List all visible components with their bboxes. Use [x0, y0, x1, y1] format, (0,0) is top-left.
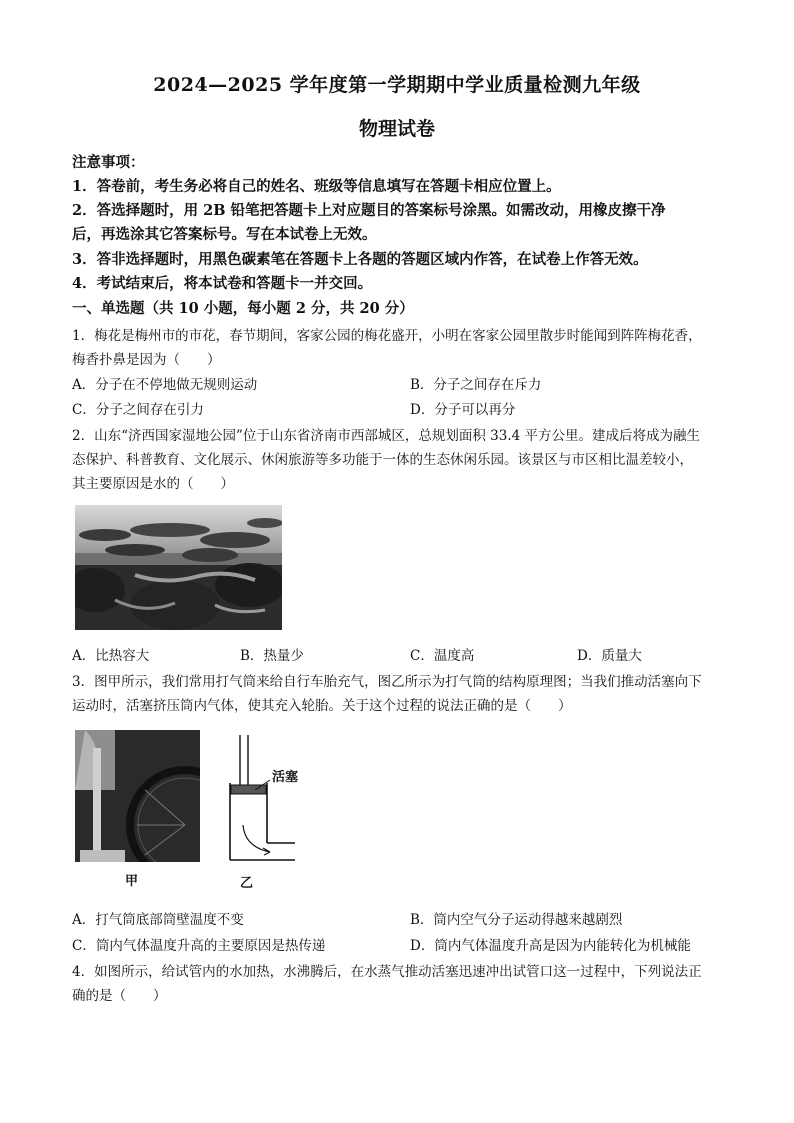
bicycle-pump-photo — [75, 730, 200, 862]
notice-item-4: 4．考试结束后，将本试卷和答题卡一并交回。 — [72, 275, 373, 292]
q3-option-c: C．筒内气体温度升高的主要原因是热传递 — [72, 938, 326, 954]
q3-option-a: A．打气筒底部筒壁温度不变 — [72, 912, 244, 928]
q3-option-b: B．筒内空气分子运动得越来越剧烈 — [410, 912, 623, 928]
q2-stem-line1: 2．山东“济西国家湿地公园”位于山东省济南市西部城区，总规划面积 33.4 平方公里。建成后将成为融生 — [72, 428, 701, 444]
q4-stem-line1: 4．如图所示，给试管内的水加热，水沸腾后，在水蒸气推动活塞迅速冲出试管口这一过程中，下列说法正 — [72, 964, 702, 980]
q3-stem-line1: 3．图甲所示，我们常用打气筒来给自行车胎充气，图乙所示为打气筒的结构原理图；当我们推动活塞向下 — [72, 674, 702, 690]
q2-stem-line2: 态保护、科普教育、文化展示、休闲旅游等多功能于一体的生态休闲乐园。该景区与市区相比温差较小， — [72, 452, 693, 468]
exam-subject: 物理试卷 — [358, 118, 435, 140]
pump-diagram — [215, 735, 305, 870]
q1-stem-line2: 梅香扑鼻是因为（ ） — [72, 352, 221, 368]
q1-stem-line1: 1．梅花是梅州市的市花，春节期间，客家公园的梅花盛开，小明在客家公园里散步时能闻到阵阵梅花香， — [72, 328, 702, 344]
q3-option-d: D．筒内气体温度升高是因为内能转化为机械能 — [410, 938, 691, 954]
notice-item-1: 1．答卷前，考生务必将自己的姓名、班级等信息填写在答题卡相应位置上。 — [72, 178, 561, 195]
notice-item-2-cont: 后，再选涂其它答案标号。写在本试卷上无效。 — [72, 226, 377, 243]
section-heading: 一、单选题（共 10 小题，每小题 2 分，共 20 分） — [72, 300, 414, 317]
figure-label-yi: 乙 — [240, 876, 254, 891]
figure-label-jia: 甲 — [125, 874, 139, 889]
q1-option-b: B．分子之间存在斥力 — [410, 377, 542, 393]
q4-stem-line2: 确的是（ ） — [72, 988, 167, 1004]
q1-option-a: A．分子在不停地做无规则运动 — [72, 377, 258, 393]
q1-option-c: C．分子之间存在引力 — [72, 402, 204, 418]
q2-option-b: B．热量少 — [240, 648, 304, 664]
q2-option-c: C．温度高 — [410, 648, 475, 664]
wetland-photo — [75, 505, 282, 630]
q2-option-d: D．质量大 — [577, 648, 642, 664]
piston-label: 活塞 — [272, 770, 299, 785]
notice-heading: 注意事项： — [72, 154, 145, 171]
notice-item-3: 3．答非选择题时，用黑色碳素笔在答题卡上各题的答题区域内作答，在试卷上作答无效。 — [72, 251, 648, 268]
notice-item-2: 2．答选择题时，用 2B 铅笔把答题卡上对应题目的答案标号涂黑。如需改动，用橡皮擦干净 — [72, 202, 666, 219]
q2-stem-line3: 其主要原因是水的（ ） — [72, 476, 234, 492]
q3-stem-line2: 运动时，活塞挤压筒内气体，使其充入轮胎。关于这个过程的说法正确的是（ ） — [72, 698, 572, 714]
exam-title: 2024—2025 学年度第一学期期中学业质量检测九年级 — [153, 74, 641, 96]
q1-option-d: D．分子可以再分 — [410, 402, 516, 418]
q2-option-a: A．比热容大 — [72, 648, 150, 664]
